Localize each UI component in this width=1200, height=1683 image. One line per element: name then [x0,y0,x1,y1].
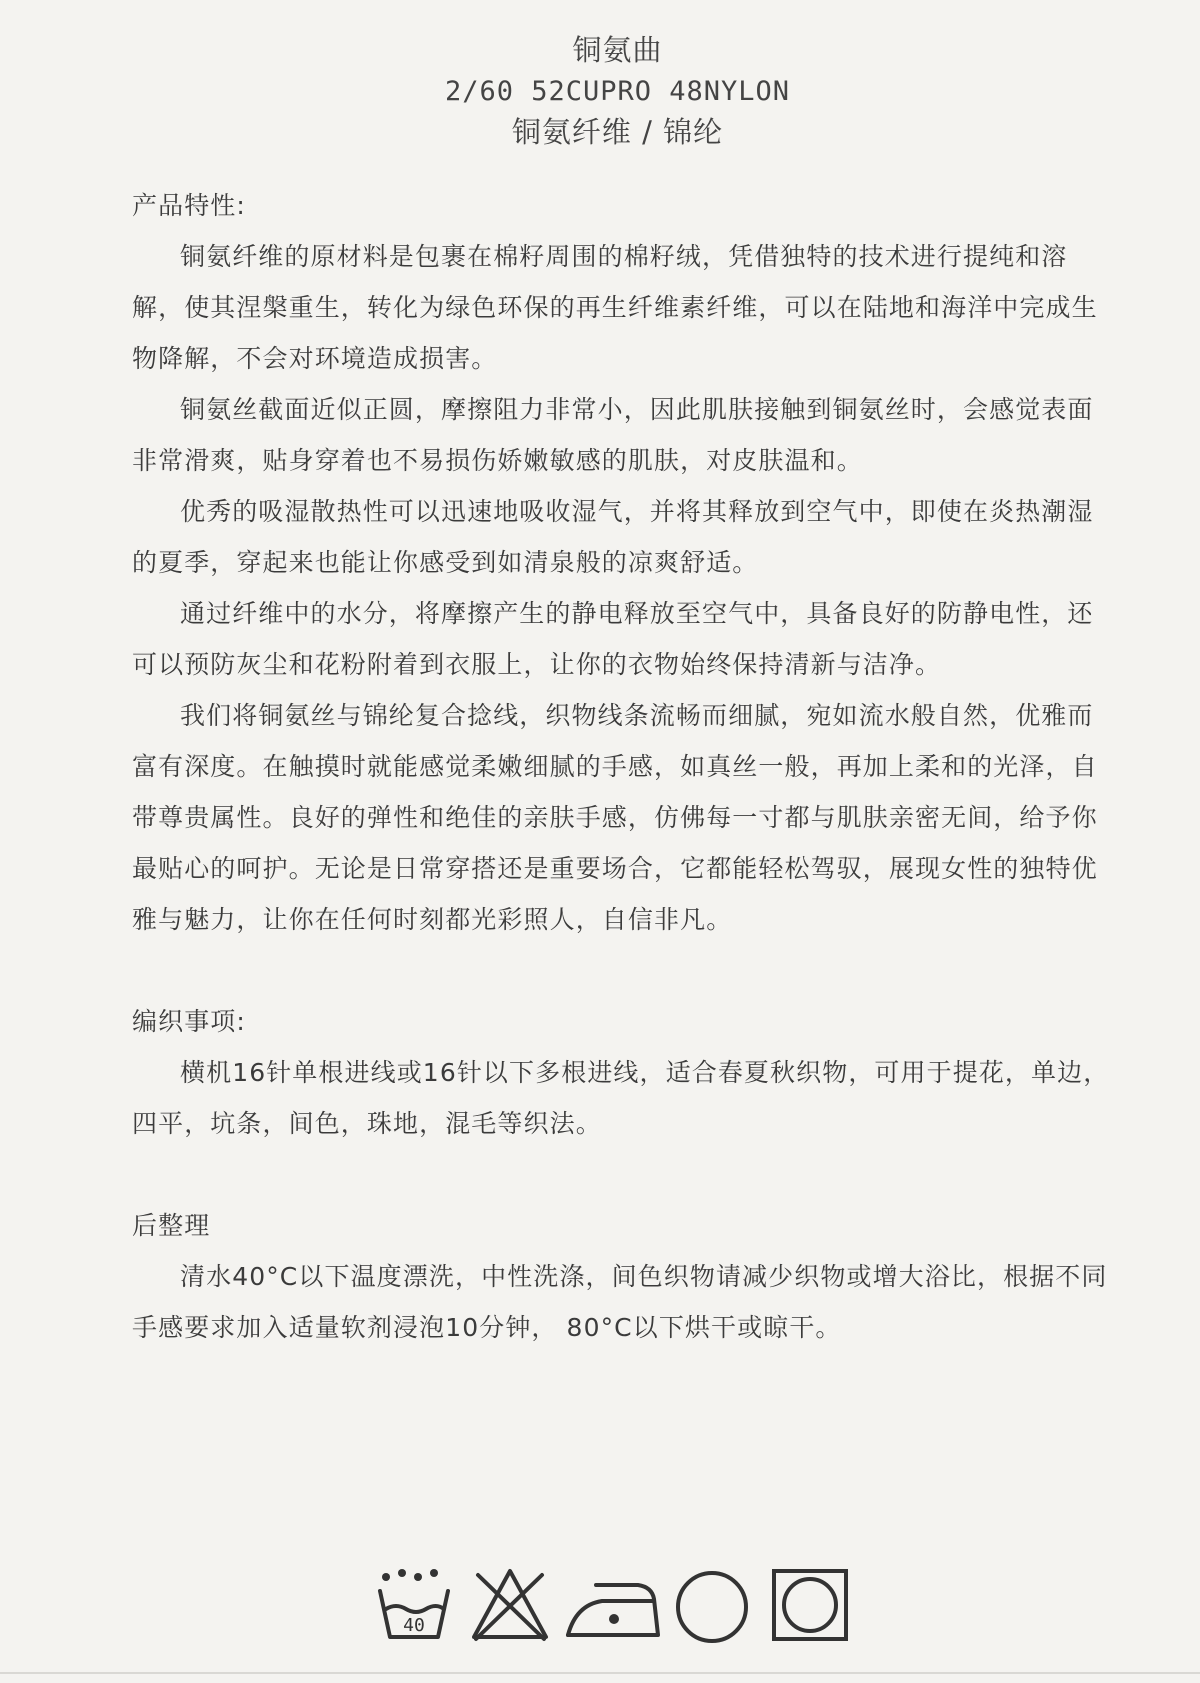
document-header [0,30,1200,153]
wash-40-icon [372,1565,456,1645]
finishing-heading: 后整理 [132,1211,211,1240]
product-composition: 铜氨纤维 / 锦纶 [511,115,724,149]
dry-clean-icon [672,1565,752,1645]
knitting-paragraph: 横机16针单根进线或16针以下多根进线，适合春夏秋织物，可用于提花，单边，四平，坑条，间色，珠地，混毛等织法。 [132,1058,1110,1138]
do-not-bleach-icon [468,1565,552,1645]
care-symbols [372,1565,852,1645]
features-paragraph: 优秀的吸湿散热性可以迅速地吸收湿气，并将其释放到空气中，即使在炎热潮湿的夏季，穿起来也能让你感受到如清泉般的凉爽舒适。 [132,497,1094,577]
finishing-paragraph: 清水40°C以下温度漂洗，中性洗涤，间色织物请减少织物或增大浴比，根据不同手感要求加入适量软剂浸泡10分钟， 80°C以下烘干或晾干。 [132,1262,1108,1342]
iron-low-icon [562,1565,662,1645]
svg-text:40: 40 [403,1615,425,1636]
knitting-heading: 编织事项: [132,1007,246,1036]
features-paragraph: 铜氨纤维的原材料是包裹在棉籽周围的棉籽绒，凭借独特的技术进行提纯和溶解，使其涅槃重生，转化为绿色环保的再生纤维素纤维，可以在陆地和海洋中完成生物降解，不会对环境造成损害。 [132,242,1098,373]
page-bottom-edge [0,1672,1200,1674]
features-paragraph: 铜氨丝截面近似正圆，摩擦阻力非常小，因此肌肤接触到铜氨丝时，会感觉表面非常滑爽，贴身穿着也不易损伤娇嫩敏感的肌肤，对皮肤温和。 [132,395,1094,475]
product-spec: 2/60 52CUPRO 48NYLON [444,76,791,107]
section-spacer [132,1149,1112,1200]
document-body [132,180,1112,1353]
features-paragraph: 通过纤维中的水分，将摩擦产生的静电释放至空气中，具备良好的防静电性，还可以预防灰尘和花粉附着到衣服上，让你的衣物始终保持清新与洁净。 [132,599,1094,679]
features-paragraph: 我们将铜氨丝与锦纶复合捻线，织物线条流畅而细腻，宛如流水般自然，优雅而富有深度。在触摸时就能感觉柔嫩细腻的手感，如真丝一般，再加上柔和的光泽，自带尊贵属性。良好的弹性和绝佳的亲肤手感，仿佛每一寸都与肌肤亲密无间，给予你最贴心的呵护。无论是日常穿搭还是重要场合，它都能轻松驾驭，展现女性的独特优雅与魅力，让你在任何时刻都光彩照人，自信非凡。 [132,701,1098,934]
section-spacer [132,945,1112,996]
features-heading: 产品特性: [132,191,246,220]
product-title: 铜氨曲 [572,33,663,67]
tumble-dry-icon [768,1565,852,1645]
